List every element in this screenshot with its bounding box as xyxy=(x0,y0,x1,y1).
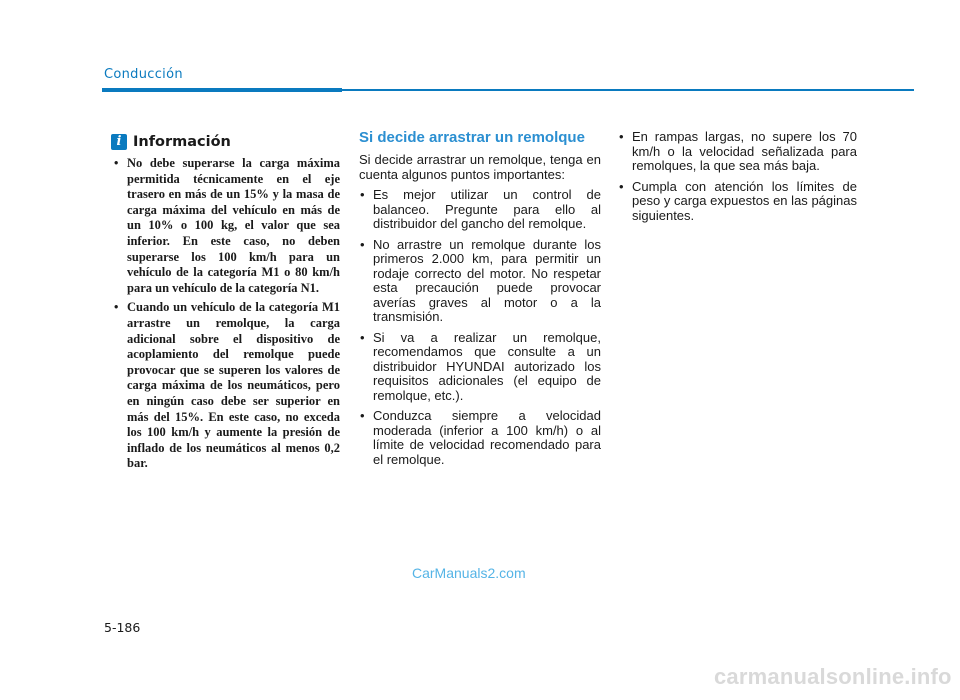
towing-item: • Cumpla con atención los límites de peso y carga expuestos en las páginas siguientes. xyxy=(618,180,857,224)
info-title: Información xyxy=(133,134,231,150)
towing-item: • Conduzca siempre a velocidad moderada (inferior a 100 km/h) o al límite de velocidad recomendado para el remolque. xyxy=(359,409,601,467)
info-column xyxy=(111,134,340,476)
header-rule-thin xyxy=(342,89,914,91)
towing-item: • En rampas largas, no supere los 70 km/h o la velocidad señalizada para remolques, la que sea más baja. xyxy=(618,130,857,174)
towing-intro: Si decide arrastrar un remolque, tenga en cuenta algunos puntos importantes: xyxy=(359,152,601,182)
towing-column-continued xyxy=(618,130,857,229)
section-title: Conducción xyxy=(104,67,183,82)
header-rule-thick xyxy=(102,88,342,92)
towing-column xyxy=(359,130,601,473)
info-header xyxy=(111,134,340,150)
towing-item: • Es mejor utilizar un control de balanceo. Pregunte para ello al distribuidor del gancho del remolque. xyxy=(359,188,601,232)
info-list xyxy=(111,156,340,472)
info-item: • Cuando un vehículo de la categoría M1 arrastre un remolque, la carga adicional sobre el dispositivo de acoplamiento del remolque puede provocar que se superen los valores de carga máxima de los neumáticos, pero en ningún caso debe ser superior en más del 15%. En este caso, no exceda los 100 km/h y aumente la presión de inflado de los neumáticos al menos 0,2 bar. xyxy=(111,300,340,472)
watermark-link[interactable]: CarManuals2.com xyxy=(412,565,526,581)
footer-watermark-logo: carmanualsonline.info xyxy=(714,664,952,689)
towing-list-continued xyxy=(618,130,857,223)
towing-item: • Si va a realizar un remolque, recomendamos que consulte a un distribuidor HYUNDAI autorizado los requisitos adicionales (el equipo de remolque, etc.). xyxy=(359,331,601,404)
info-item: • No debe superarse la carga máxima permitida técnicamente en el eje trasero en más de un 15% y la masa de carga máxima del vehículo en más de un 10% o 100 kg, el valor que sea inferior. En este caso, no deben superarse los 100 km/h para un vehículo de la categoría M1 o 80 km/h para un vehículo de la categoría N1. xyxy=(111,156,340,296)
towing-item: • No arrastre un remolque durante los primeros 2.000 km, para permitir un rodaje correcto del motor. No respetar esta precaución puede provocar averías graves al motor o a la transmisión. xyxy=(359,238,601,325)
info-icon: i xyxy=(111,134,127,150)
towing-heading: Si decide arrastrar un remolque xyxy=(359,129,585,146)
towing-list xyxy=(359,188,601,467)
page-number: 5-186 xyxy=(104,620,141,635)
